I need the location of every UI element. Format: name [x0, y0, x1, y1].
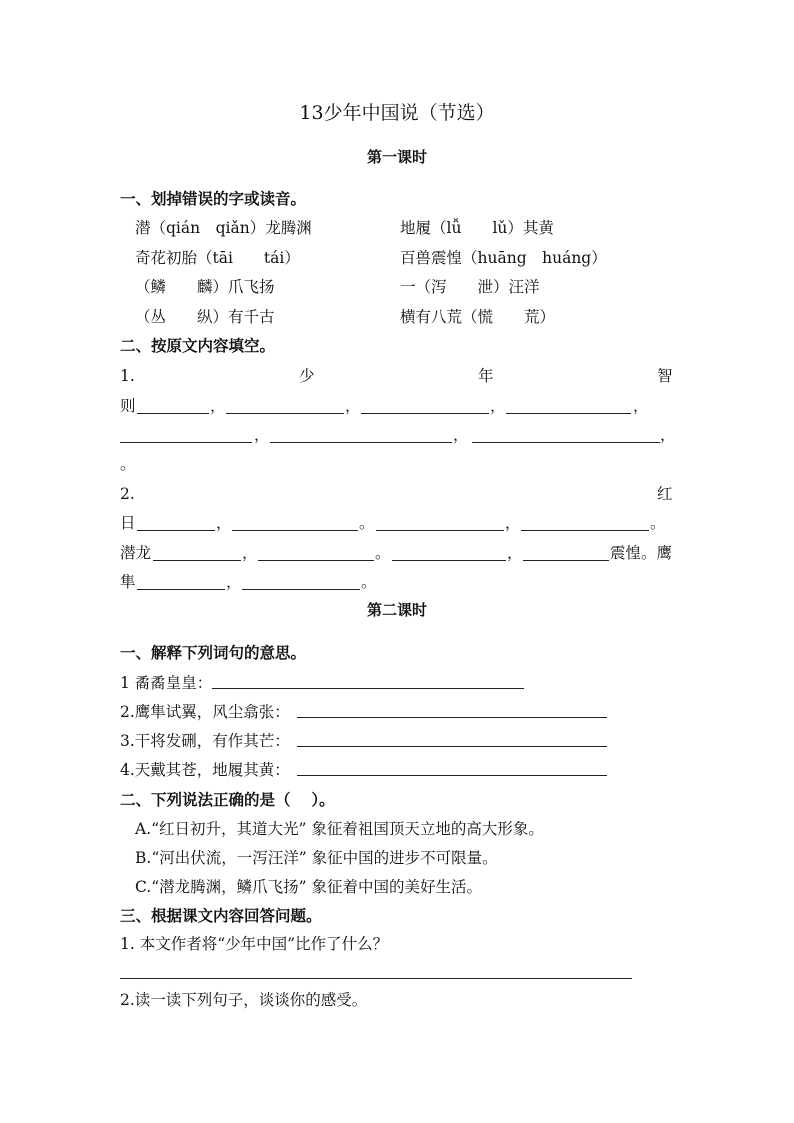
- choice-option[interactable]: B.“河出伏流，一泻汪洋” 象征中国的进步不可限量。: [135, 849, 498, 867]
- blank-line[interactable]: [120, 442, 252, 443]
- punct: ，: [242, 544, 258, 562]
- text-run: 震惶。鹰: [610, 544, 673, 562]
- punct: ，: [210, 397, 226, 415]
- blank-line[interactable]: [153, 560, 241, 561]
- punct: 。: [359, 514, 375, 532]
- l2-q1-heading: 一、解释下列词句的意思。: [120, 643, 307, 662]
- l2-q2-heading: 二、下列说法正确的是（ ）。: [120, 790, 335, 809]
- l2-q3-question: 2.读一读下列句子，谈谈你的感受。: [120, 991, 368, 1009]
- l2-q1-item: 1 矞矞皇皇：: [120, 674, 213, 692]
- answer-line[interactable]: [212, 688, 524, 689]
- punct: ，: [633, 397, 649, 415]
- text-char: 则: [120, 397, 136, 415]
- blank-line[interactable]: [472, 442, 660, 443]
- blank-line[interactable]: [392, 560, 506, 561]
- q1-item: （鳞 麟）爪飞扬: [135, 278, 275, 296]
- answer-line[interactable]: [297, 717, 607, 718]
- blank-line[interactable]: [137, 413, 209, 414]
- blank-line[interactable]: [523, 560, 609, 561]
- punct: ，: [507, 544, 523, 562]
- blank-line[interactable]: [137, 530, 215, 531]
- punct: ，: [453, 426, 469, 444]
- l2-q3-heading: 三、根据课文内容回答问题。: [120, 906, 322, 925]
- blank-line[interactable]: [137, 589, 225, 590]
- punct: 。: [650, 514, 666, 532]
- answer-line[interactable]: [297, 775, 607, 776]
- punct: ，: [226, 573, 242, 591]
- q2-heading: 二、按原文内容填空。: [120, 336, 276, 355]
- punct: ，: [490, 397, 506, 415]
- text-char: 少: [299, 367, 315, 385]
- punct: ，: [216, 514, 232, 532]
- answer-line[interactable]: [297, 746, 607, 747]
- q1-item: （丛 纵）有千古: [135, 308, 275, 326]
- q1-item: 地履（lǚ lǔ）其黄: [400, 219, 554, 237]
- q1-item: 一（泻 泄）汪洋: [400, 278, 540, 296]
- blank-line[interactable]: [361, 413, 489, 414]
- answer-line[interactable]: [120, 978, 632, 979]
- q1-item: 横有八荒（慌 荒）: [400, 308, 556, 326]
- q1-item: 潜（qián qiǎn）龙腾渊: [135, 219, 312, 237]
- blank-line[interactable]: [270, 442, 452, 443]
- text-char: 潜龙: [120, 544, 152, 562]
- punct: 。: [361, 573, 377, 591]
- blank-line[interactable]: [258, 560, 374, 561]
- text-char: 隼: [120, 573, 136, 591]
- text-char: 年: [478, 367, 494, 385]
- q1-item: 奇花初胎（tāi tái）: [135, 249, 300, 267]
- blank-line[interactable]: [232, 530, 358, 531]
- l2-q3-question: 1. 本文作者将“少年中国”比作了什么？: [120, 935, 389, 953]
- blank-line[interactable]: [506, 413, 631, 414]
- text-char: 日: [120, 514, 136, 532]
- blank-line[interactable]: [226, 413, 344, 414]
- choice-option[interactable]: C.“潜龙腾渊，鳞爪飞扬” 象征着中国的美好生活。: [135, 878, 483, 896]
- punct: 。: [375, 544, 391, 562]
- lesson2-heading: 第二课时: [366, 601, 427, 619]
- choice-option[interactable]: A.“红日初升，其道大光” 象征着祖国顶天立地的高大形象。: [135, 820, 544, 838]
- paragraph-number: 2.: [120, 485, 135, 503]
- text-char: 智: [657, 367, 673, 385]
- l2-q1-item: 4.天戴其苍，地履其黄：: [120, 761, 290, 779]
- punct: ，: [660, 426, 676, 444]
- blank-line[interactable]: [376, 530, 504, 531]
- page-title: 13少年中国说（节选）: [299, 102, 495, 124]
- punct: ，: [505, 514, 521, 532]
- l2-q1-item: 2.鹰隼试翼，风尘翕张：: [120, 703, 290, 721]
- blank-line[interactable]: [242, 589, 360, 590]
- punct: 。: [120, 455, 136, 473]
- paragraph-number: 1.: [120, 367, 135, 385]
- lesson1-heading: 第一课时: [366, 148, 427, 166]
- l2-q1-item: 3.干将发硎，有作其芒：: [120, 732, 290, 750]
- punct: ，: [345, 397, 361, 415]
- blank-line[interactable]: [521, 530, 649, 531]
- text-char: 红: [657, 485, 673, 503]
- q1-item: 百兽震惶（huāng huáng）: [400, 249, 607, 267]
- q1-heading: 一、划掉错误的字或读音。: [120, 189, 307, 208]
- punct: ，: [254, 426, 270, 444]
